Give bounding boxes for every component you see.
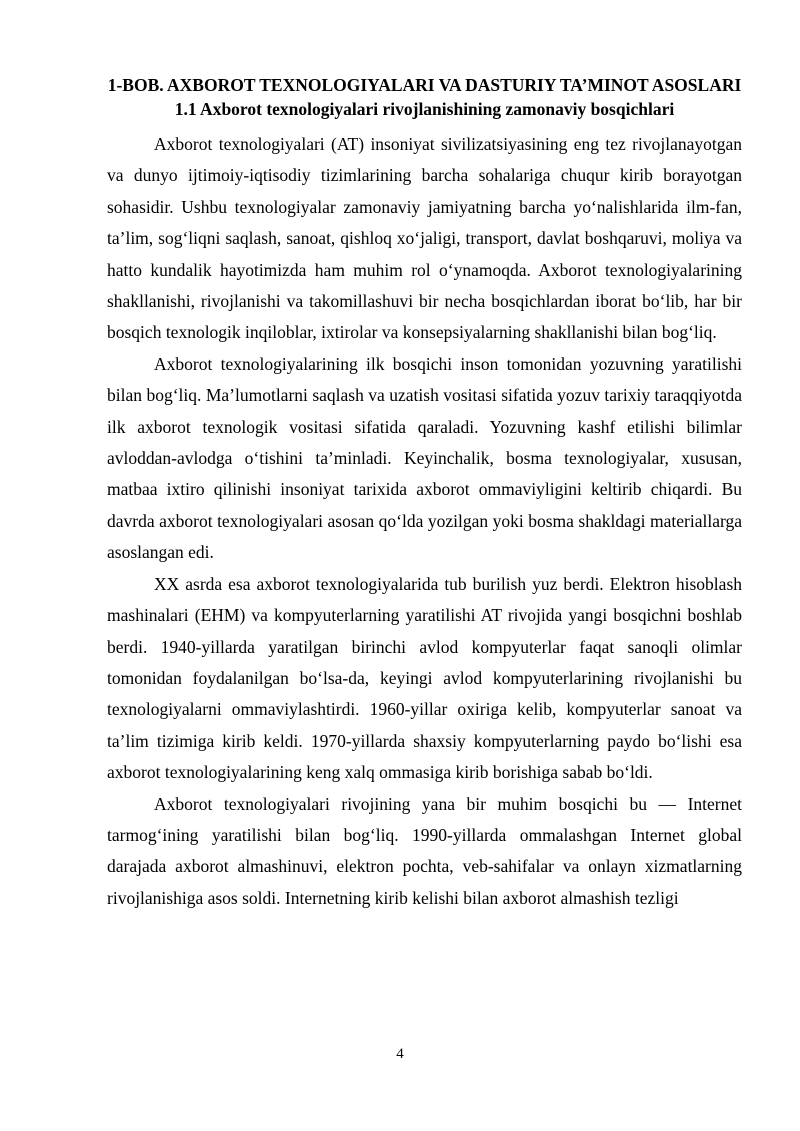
paragraph: XX asrda esa axborot texnologiyalarida tub burilish yuz berdi. Elektron hisoblash mashinalari (EHM) va kompyuterlarning yaratilishi AT rivojida yangi bosqichni boshlab berdi. 1940-yillarda yaratilgan birinchi avlod kompyuterlar faqat sanoqli olimlar tomonidan foydalanilgan bo‘lsa-da, keyingi avlod kompyuterlarining rivojlanishi bu texnologiyalarni ommaviylashtirdi. 1960-yillar oxiriga kelib, kompyuterlar sanoat va ta’lim tizimiga kirib keldi. 1970-yillarda shaxsiy kompyuterlarning paydo bo‘lishi esa axborot texnologiyalarining keng xalq ommasiga kirib borishiga sabab bo‘ldi. [107, 573, 742, 783]
document-page [107, 75, 742, 914]
paragraph: Axborot texnologiyalarining ilk bosqichi inson tomonidan yozuvning yaratilishi bilan bog‘liq. Ma’lumotlarni saqlash va uzatish vositasi sifatida yozuv tarixiy taraqqiyotda ilk axborot texnologik vositasi sifatida qaraladi. Yozuvning kashf etilishi bilimlar avloddan-avlodga o‘tishini ta’minladi. Keyinchalik, bosma texnologiyalar, xususan, matbaa ixtiro qilinishi insoniyat tarixida axborot ommaviyligini keltirib chiqardi. Bu davrda axborot texnologiyalari asosan qo‘lda yozilgan yoki bosma shakldagi materiallarga asoslangan edi. [107, 353, 742, 563]
chapter-title: 1-BOB. AXBOROT TEXNOLOGIYALARI VA DASTURIY TA’MINOT ASOSLARI [107, 75, 742, 95]
section-title: 1.1 Axborot texnologiyalari rivojlanishining zamonaviy bosqichlari [174, 99, 675, 119]
paragraph: Axborot texnologiyalari rivojining yana bir muhim bosqichi bu — Internet tarmog‘ining yaratilishi bilan bog‘liq. 1990-yillarda ommalashgan Internet global darajada axborot almashinuvi, elektron pochta, veb-sahifalar va onlayn xizmatlarning rivojlanishiga asos soldi. Internetning kirib kelishi bilan axborot almashish tezligi [107, 793, 742, 908]
page-number: 4 [396, 1046, 404, 1062]
paragraph: Axborot texnologiyalari (AT) insoniyat sivilizatsiyasining eng tez rivojlanayotgan va dunyo ijtimoiy-iqtisodiy tizimlarining barcha sohalariga chuqur kirib borayotgan sohasidir. Ushbu texnologiyalar zamonaviy jamiyatning barcha yo‘nalishlarida ilm-fan, ta’lim, sog‘liqni saqlash, sanoat, qishloq xo‘jaligi, transport, davlat boshqaruvi, moliya va hatto kundalik hayotimizda ham muhim rol o‘ynamoqda. Axborot texnologiyalarining shakllanishi, rivojlanishi va takomillashuvi bir necha bosqichlardan iborat bo‘lib, har bir bosqich texnologik inqiloblar, ixtirolar va konsepsiyalarning shakllanishi bilan bog‘liq. [107, 134, 742, 343]
